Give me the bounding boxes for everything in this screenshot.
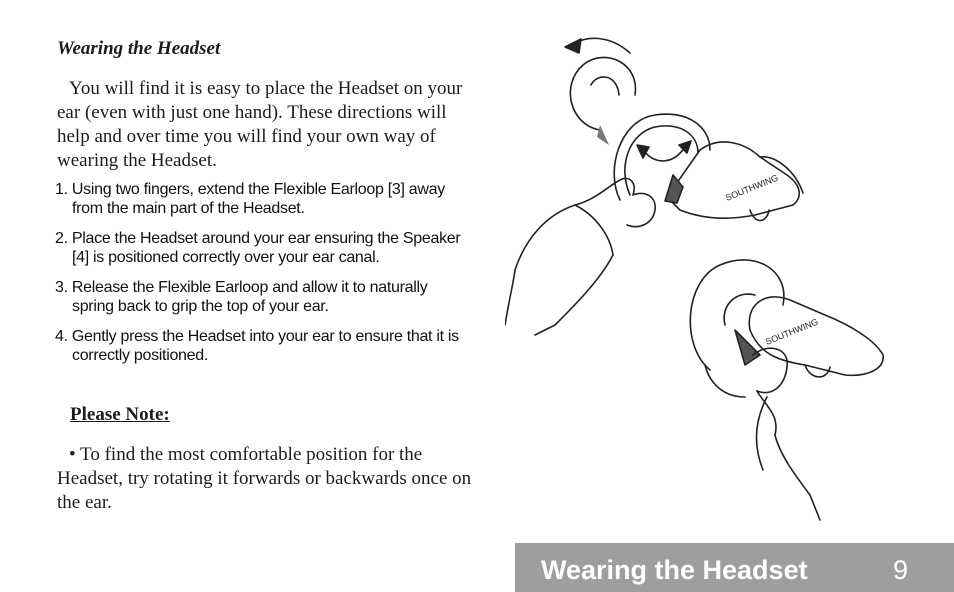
step-item: 2. Place the Headset around your ear ensuring the Speaker [4] is positioned correctly over your ear canal. (55, 230, 461, 266)
rotate-arrow-icon (565, 38, 630, 53)
headset-illustration-bottom (735, 297, 883, 377)
note-text: • To find the most comfortable position for the Headset, try rotating it forwards or backwards once on the ear. (57, 444, 472, 513)
intro-paragraph: You will find it is easy to place the Headset on your ear (even with just one hand). These directions will help and over time you will find your own way of wearing the Headset. (57, 78, 463, 171)
ear-illustration-top (570, 57, 635, 145)
hand-illustration-top (505, 178, 655, 335)
headset-illustration (505, 25, 905, 530)
step-item: 3. Release the Flexible Earloop and allow it to naturally spring back to grip the top of your ear. (55, 279, 428, 315)
ear-illustration-bottom (690, 260, 784, 397)
footer-bar (515, 543, 954, 592)
brand-label-top: SOUTHWING (724, 172, 780, 203)
note-heading: Please Note: (70, 404, 170, 425)
double-arrow-icon (637, 141, 691, 161)
step-item: 4. Gently press the Headset into your ear to ensure that it is correctly positioned. (55, 328, 459, 364)
steps-list (55, 180, 465, 376)
footer-title: Wearing the Headset (541, 555, 808, 585)
step-item: 1. Using two fingers, extend the Flexible Earloop [3] away from the main part of the Headset. (55, 181, 445, 217)
page-number: 9 (893, 555, 909, 585)
brand-label-bottom: SOUTHWING (764, 316, 820, 347)
section-title: Wearing the Headset (57, 38, 221, 59)
headset-illustration-top (614, 114, 803, 220)
